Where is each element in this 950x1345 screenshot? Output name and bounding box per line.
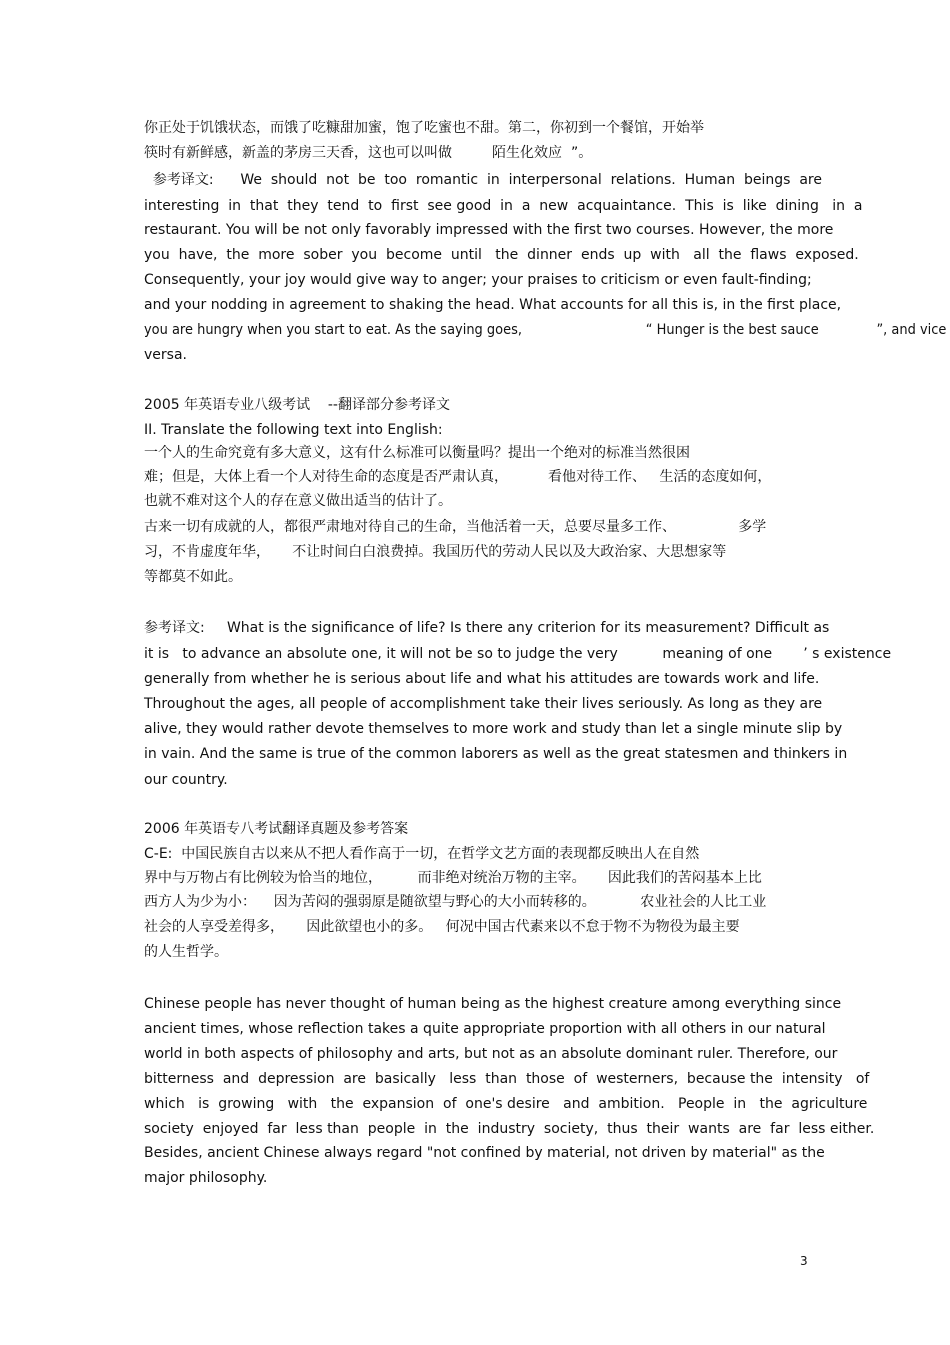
section-heading: 2005 年英语专业八级考试 --翻译部分参考译文: [144, 397, 450, 413]
text-line: society enjoyed far less than people in the industry society, thus their wants are far less either.: [144, 1121, 875, 1137]
text-line: and your nodding in agreement to shaking the head. What accounts for all this is, in the first place,: [144, 297, 842, 313]
text-line: alive, they would rather devote themselves to more work and study than let a single minute slip by: [144, 721, 843, 737]
text-line: 难；但是，大体上看一个人对待生命的态度是否严肃认真， 看他对待工作、 生活的态度如何，: [144, 469, 772, 485]
text-line: 的人生哲学。: [144, 944, 228, 960]
text-line: 社会的人享受差得多， 因此欲望也小的多。 何况中国古代素来以不怠于物不为物役为最主要: [144, 919, 740, 935]
text-line: bitterness and depression are basically less than those of westerners, because the intensity of: [144, 1071, 870, 1087]
text-line: 古来一切有成就的人，都很严肃地对待自己的生命，当他活着一天，总要尽量多工作、 多学: [144, 519, 767, 535]
text-line: C-E: 中国民族自古以来从不把人看作高于一切，在哲学文艺方面的表现都反映出人在自然: [144, 846, 700, 862]
text-line: 西方人为少为小： 因为苦闷的强弱原是随欲望与野心的大小而转移的。 农业社会的人比工业: [144, 894, 767, 910]
text-line: Besides, ancient Chinese always regard "not confined by material, not driven by material" as the: [144, 1145, 825, 1161]
text-line: Consequently, your joy would give way to anger; your praises to criticism or even fault-finding;: [144, 272, 812, 288]
text-line: 参考译文: What is the significance of life? Is there any criterion for its measurement? Difficult as: [144, 620, 830, 636]
text-line: in vain. And the same is true of the common laborers as well as the great statesmen and thinkers in: [144, 746, 848, 762]
text-line: Chinese people has never thought of human being as the highest creature among everything since: [144, 996, 842, 1012]
text-line: our country.: [144, 772, 228, 788]
text-line: 一个人的生命究竟有多大意义，这有什么标准可以衡量吗？提出一个绝对的标准当然很困: [144, 445, 690, 461]
text-line: Throughout the ages, all people of accomplishment take their lives seriously. As long as they are: [144, 696, 823, 712]
page-number: 3: [800, 1254, 808, 1268]
text-line: 界中与万物占有比例较为恰当的地位， 而非绝对统治万物的主宰。 因此我们的苦闷基本上比: [144, 870, 762, 886]
text-line: generally from whether he is serious about life and what his attitudes are towards work and life.: [144, 671, 820, 687]
text-line: major philosophy.: [144, 1170, 268, 1186]
text-line: world in both aspects of philosophy and arts, but not as an absolute dominant ruler. Therefore, our: [144, 1046, 838, 1062]
text-line: it is to advance an absolute one, it will not be so to judge the very meaning of one ’ s existence: [144, 646, 892, 662]
text-line: 筷时有新鲜感，新盖的茅房三天香，这也可以叫做 陌生化效应 ”。: [144, 145, 593, 161]
text-line: you have, the more sober you become until the dinner ends up with all the flaws exposed.: [144, 247, 859, 263]
text-line: interesting in that they tend to first see good in a new acquaintance. This is like dining in a: [144, 198, 863, 214]
text-line: versa.: [144, 347, 187, 363]
text-line: ancient times, whose reflection takes a quite appropriate proportion with all others in our natural: [144, 1021, 826, 1037]
section-heading: 2006 年英语专八考试翻译真题及参考答案: [144, 821, 409, 837]
text-line: II. Translate the following text into English:: [144, 422, 443, 438]
text-line: which is growing with the expansion of one's desire and ambition. People in the agriculture: [144, 1096, 868, 1112]
text-line: 你正处于饥饿状态，而饿了吃糠甜加蜜，饱了吃蜜也不甜。第二，你初到一个餐馆，开始举: [144, 120, 704, 136]
text-line: 也就不难对这个人的存在意义做出适当的估计了。: [144, 493, 452, 509]
text-line: restaurant. You will be not only favorably impressed with the first two courses. However, the more: [144, 222, 834, 238]
text-line: 等都莫不如此。: [144, 569, 242, 585]
text-line: 参考译文: We should not be too romantic in interpersonal relations. Human beings are: [144, 172, 822, 188]
text-line: you are hungry when you start to eat. As the saying goes, “ Hunger is the best sauce ”, and vice: [144, 322, 947, 338]
text-line: 习，不肯虚度年华， 不让时间白白浪费掉。我国历代的劳动人民以及大政治家、大思想家等: [144, 544, 727, 560]
